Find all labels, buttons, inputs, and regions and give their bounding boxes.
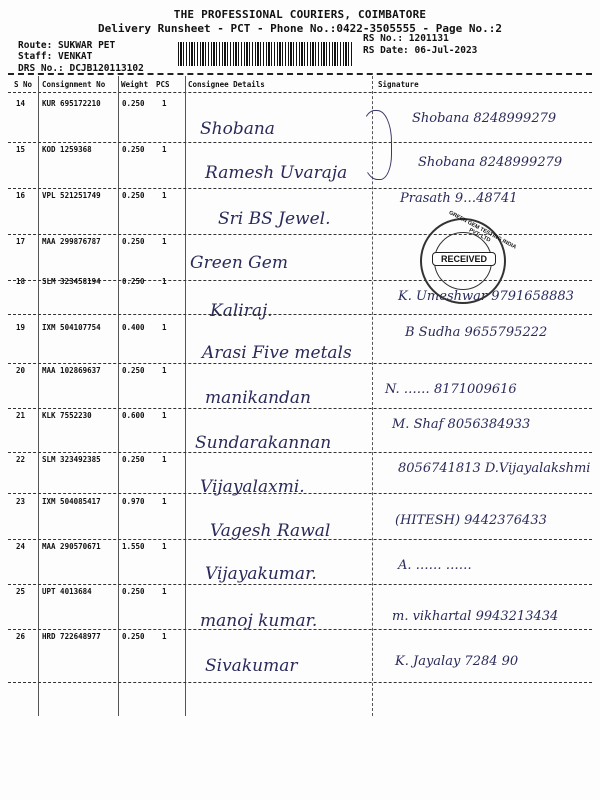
row-sno: 23 <box>16 497 26 506</box>
pen-stroke-mark <box>360 110 392 180</box>
row-weight: 0.250 <box>122 455 145 464</box>
col-header-signature: Signature <box>378 80 419 89</box>
row-weight: 0.250 <box>122 145 145 154</box>
row-pcs: 1 <box>162 542 167 551</box>
col-header-consignment: Consignment No <box>42 80 106 89</box>
row-sno: 18 <box>16 277 26 286</box>
row-weight: 0.250 <box>122 632 145 641</box>
row-signature: m. vikhartal 9943213434 <box>392 609 559 624</box>
row-consignee: Sivakumar <box>205 656 298 676</box>
table-row <box>0 453 600 499</box>
row-weight: 0.970 <box>122 497 145 506</box>
row-consignment: IXM 504085417 <box>42 497 101 506</box>
table-row <box>0 97 600 143</box>
column-header-divider <box>8 92 592 93</box>
row-consignee: Ramesh Uvaraja <box>205 163 348 183</box>
row-pcs: 1 <box>162 366 167 375</box>
table-row <box>0 585 600 631</box>
row-divider <box>8 314 592 315</box>
row-signature: M. Shaf 8056384933 <box>392 417 531 432</box>
row-pcs: 1 <box>162 99 167 108</box>
row-divider <box>8 682 592 683</box>
row-sno: 14 <box>16 99 26 108</box>
row-sno: 20 <box>16 366 26 375</box>
row-consignment: VPL 521251749 <box>42 191 101 200</box>
row-consignment: UPT 4013684 <box>42 587 92 596</box>
table-row <box>0 189 600 235</box>
row-weight: 0.400 <box>122 323 145 332</box>
row-weight: 0.250 <box>122 366 145 375</box>
col-header-weight: Weight <box>121 80 149 89</box>
row-divider <box>8 493 592 494</box>
row-sno: 19 <box>16 323 26 332</box>
row-sno: 25 <box>16 587 26 596</box>
runsheet-subtitle: Delivery Runsheet - PCT - Phone No.:0422-3505555 - Page No.:2 <box>98 22 502 35</box>
stamp-received-label: RECEIVED <box>432 252 496 266</box>
row-sno: 24 <box>16 542 26 551</box>
table-row <box>0 540 600 586</box>
row-consignee: Arasi Five metals <box>202 343 352 363</box>
header-divider <box>8 73 592 75</box>
row-consignee: manikandan <box>205 388 311 408</box>
row-weight: 0.250 <box>122 277 145 286</box>
row-weight: 0.250 <box>122 587 145 596</box>
row-consignee: manoj kumar. <box>200 611 318 631</box>
drs-number: DRS No.: DCJB120113102 <box>18 63 144 74</box>
row-consignee: Sri BS Jewel. <box>218 209 331 229</box>
row-consignment: MAA 299876787 <box>42 237 101 246</box>
row-weight: 0.600 <box>122 411 145 420</box>
row-signature: K. Jayalay 7284 90 <box>395 654 519 669</box>
row-signature: N. …… 8171009616 <box>385 382 517 397</box>
staff-label: Staff: VENKAT <box>18 51 93 62</box>
row-signature: 8056741813 D.Vijayalakshmi <box>398 461 591 476</box>
row-weight: 1.550 <box>122 542 145 551</box>
row-sno: 22 <box>16 455 26 464</box>
row-pcs: 1 <box>162 411 167 420</box>
row-pcs: 1 <box>162 191 167 200</box>
row-consignment: MAA 290570671 <box>42 542 101 551</box>
barcode <box>178 42 354 66</box>
table-row <box>0 321 600 367</box>
col-header-pcs: PCS <box>156 80 170 89</box>
row-pcs: 1 <box>162 497 167 506</box>
table-row <box>0 630 600 676</box>
row-consignee: Vagesh Rawal <box>210 521 331 541</box>
row-signature: B Sudha 9655795222 <box>405 325 548 340</box>
row-consignee: Sundarakannan <box>195 433 332 453</box>
row-pcs: 1 <box>162 323 167 332</box>
row-consignment: HRD 722648977 <box>42 632 101 641</box>
row-consignment: SLM 323492385 <box>42 455 101 464</box>
route-label: Route: SUKWAR PET <box>18 40 116 51</box>
table-row <box>0 364 600 410</box>
row-weight: 0.250 <box>122 237 145 246</box>
table-row <box>0 495 600 541</box>
row-signature: A. …… …… <box>398 558 472 573</box>
row-consignment: KUR 695172210 <box>42 99 101 108</box>
row-signature: Prasath 9…48741 <box>400 191 518 206</box>
company-title: THE PROFESSIONAL COURIERS, COIMBATORE <box>173 8 427 21</box>
row-consignee: Vijayalaxmi. <box>200 477 305 497</box>
row-pcs: 1 <box>162 145 167 154</box>
rs-number: RS No.: 1201131 <box>363 33 449 44</box>
row-sno: 15 <box>16 145 26 154</box>
row-sno: 17 <box>16 237 26 246</box>
stamp-ring-text: GREEN GEM TESTING INDIA PVT. LTD <box>447 209 518 251</box>
row-weight: 0.250 <box>122 191 145 200</box>
row-weight: 0.250 <box>122 99 145 108</box>
col-header-consignee: Consignee Details <box>188 80 265 89</box>
row-pcs: 1 <box>162 455 167 464</box>
row-signature: K. Umeshwar 9791658883 <box>398 289 574 304</box>
row-pcs: 1 <box>162 587 167 596</box>
row-consignment: SLM 323458194 <box>42 277 101 286</box>
row-pcs: 1 <box>162 277 167 286</box>
rs-date: RS Date: 06-Jul-2023 <box>363 45 478 56</box>
row-consignee: Vijayakumar. <box>205 564 317 584</box>
row-consignment: IXM 504107754 <box>42 323 101 332</box>
col-header-sno: S No <box>14 80 33 89</box>
row-sno: 16 <box>16 191 26 200</box>
table-row <box>0 143 600 189</box>
row-consignee: Shobana <box>200 119 275 139</box>
table-row <box>0 409 600 455</box>
row-consignee: Green Gem <box>190 253 288 273</box>
row-consignee: Kaliraj. <box>210 301 273 321</box>
row-consignment: MAA 102869637 <box>42 366 101 375</box>
row-sno: 26 <box>16 632 26 641</box>
row-signature: Shobana 8248999279 <box>418 155 563 170</box>
row-signature: Shobana 8248999279 <box>412 111 557 126</box>
row-sno: 21 <box>16 411 26 420</box>
row-consignment: KLK 7552230 <box>42 411 92 420</box>
row-consignment: KOD 1259368 <box>42 145 92 154</box>
row-pcs: 1 <box>162 237 167 246</box>
row-pcs: 1 <box>162 632 167 641</box>
row-signature: (HITESH) 9442376433 <box>395 513 547 528</box>
